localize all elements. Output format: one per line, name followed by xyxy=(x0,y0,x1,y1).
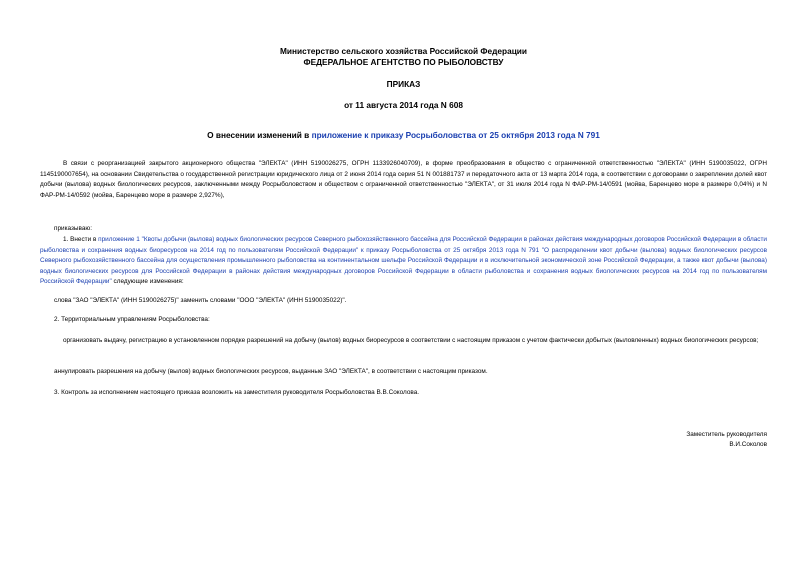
words-replace-paragraph: слова "ЗАО "ЭЛЕКТА" (ИНН 5190026275)" заменить словами "ООО "ЭЛЕКТА" (ИНН 5190035022)". xyxy=(54,297,347,304)
document-date-number: от 11 августа 2014 года N 608 xyxy=(344,100,463,110)
item1-link[interactable]: приложение 1 "Квоты добычи (вылова) водных биологических ресурсов Северного рыбохозяйственного бассейна для Российской Федерации в районах действия международных договоров Российской Федерации в области рыболовства и сохранения водных биоресурсов на 2014 год по пользователям Российской Федерации" к приказу Росрыболовства от 25 октября 2013 года N 791 "О распределении квот добычи (вылова) водных биологических ресурсов Северного рыбохозяйственного бассейна для осуществления промышленного рыболовства на континентальном шельфе Российской Федерации и в исключительной экономической зоне Российской Федерации, а также квот добычи (вылова) водных биологических ресурсов для Российской Федерации в районах действия международных договоров Российской Федерации в области рыболовства и сохранения водных биологических ресурсов на 2014 год по пользователям Российской Федерации" xyxy=(40,236,767,286)
order-word: приказываю: xyxy=(54,225,92,232)
signature-position: Заместитель руководителя xyxy=(686,431,767,438)
agency-name: ФЕДЕРАЛЬНОЕ АГЕНТСТВО ПО РЫБОЛОВСТВУ xyxy=(303,57,504,67)
preamble-paragraph: В связи с реорганизацией закрытого акционерного общества "ЭЛЕКТА" (ИНН 5190026275, ОГРН 1133926040709), в форме преобразования в общество с ограниченной ответственностью "ЭЛЕКТА" (ИНН 5190035022, ОГРН 1145190007654), на основании Свидетельства о государственной регистрации юридического лица от 2 июня 2014 года серия 51 N 001881737 и передаточного акта от 13 марта 2014 года, в соответствии с договорами о закреплении долей квот добычи (вылова) водных биологических ресурсов, заключенными между Росрыболовством и обществом с ограниченной ответственностью "ЭЛЕКТА", от 31 июля 2014 года N ФАР-РМ-14/0591 (мойва, Баренцево море в размере 0,04%) и N ФАР-РМ-14/0592 (мойва, Баренцево море в размере 2,927%), xyxy=(40,160,767,199)
item2-paragraph: 2. Территориальным управлениям Росрыболовства: xyxy=(54,316,210,323)
item1-suffix: следующие изменения: xyxy=(111,278,184,286)
title-link[interactable]: приложение к приказу Росрыболовства от 25 октября 2013 года N 791 xyxy=(311,130,600,140)
title-prefix: О внесении изменений в xyxy=(207,130,312,140)
item2b-paragraph: аннулировать разрешения на добычу (вылов) водных биологических ресурсов, выданные ЗАО "ЭЛЕКТА", в соответствии с настоящим приказом. xyxy=(54,368,488,375)
ministry-name: Министерство сельского хозяйства Российской Федерации xyxy=(280,46,527,56)
item1-paragraph xyxy=(40,235,767,288)
document-title xyxy=(0,130,807,141)
document-type: ПРИКАЗ xyxy=(386,79,421,89)
item3-paragraph: 3. Контроль за исполнением настоящего приказа возложить на заместителя руководителя Росрыболовства В.В.Соколова. xyxy=(54,389,420,396)
item2a-paragraph: организовать выдачу, регистрацию в установленном порядке разрешений на добычу (вылов) водных биоресурсов в соответствии с настоящим приказом с учетом фактически добытых (выловленных) водных биологических ресурсов; xyxy=(63,337,759,344)
signature-name: В.И.Соколов xyxy=(729,441,767,448)
item1-prefix: 1. Внести в xyxy=(63,236,99,243)
